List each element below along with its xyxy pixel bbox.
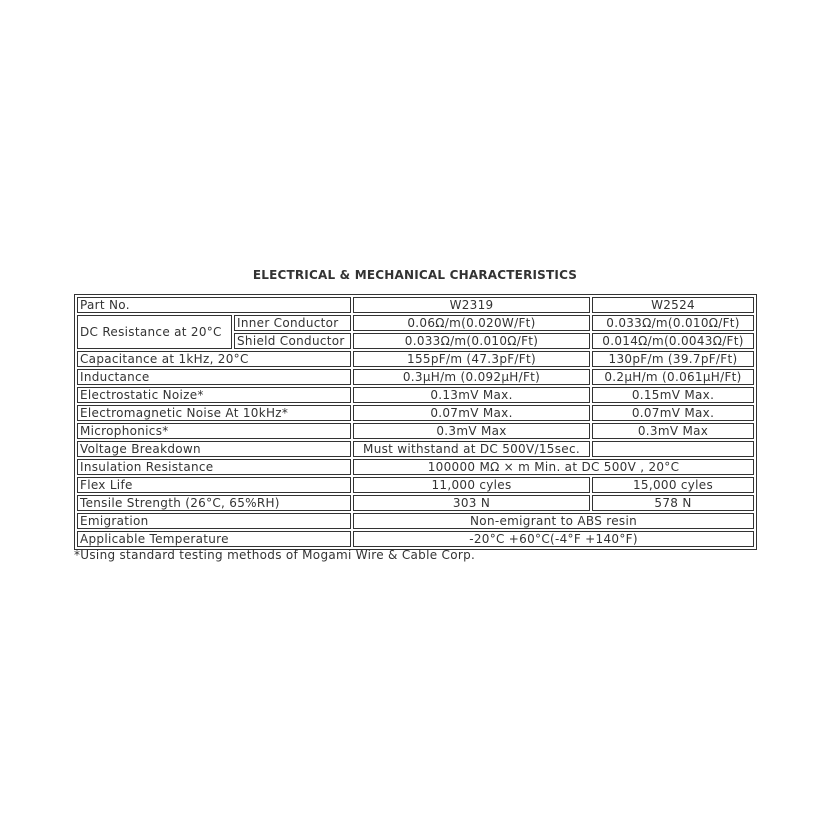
sub-label: Shield Conductor <box>234 333 351 349</box>
value-w2319: 303 N <box>353 495 590 511</box>
table-row <box>77 459 754 475</box>
row-label: Part No. <box>77 297 351 313</box>
row-label: Microphonics* <box>77 423 351 439</box>
table-row <box>77 423 754 439</box>
value-w2524: 0.033Ω/m(0.010Ω/Ft) <box>592 315 754 331</box>
value-w2524: 578 N <box>592 495 754 511</box>
value-shared: 100000 MΩ × m Min. at DC 500V , 20°C <box>353 459 754 475</box>
value-w2524: 0.07mV Max. <box>592 405 754 421</box>
characteristics-table <box>74 294 757 550</box>
table-row <box>77 405 754 421</box>
value-w2319: 0.06Ω/m(0.020W/Ft) <box>353 315 590 331</box>
row-label: Tensile Strength (26°C, 65%RH) <box>77 495 351 511</box>
table-row <box>77 351 754 367</box>
row-label: Flex Life <box>77 477 351 493</box>
value-shared: -20°C +60°C(-4°F +140°F) <box>353 531 754 547</box>
value-w2319: 0.3μH/m (0.092μH/Ft) <box>353 369 590 385</box>
value-w2524: 130pF/m (39.7pF/Ft) <box>592 351 754 367</box>
table-row <box>77 513 754 529</box>
row-label: Electrostatic Noize* <box>77 387 351 403</box>
value-w2524: 0.014Ω/m(0.0043Ω/Ft) <box>592 333 754 349</box>
value-w2319: 11,000 cyles <box>353 477 590 493</box>
row-label: Electromagnetic Noise At 10kHz* <box>77 405 351 421</box>
row-label: Inductance <box>77 369 351 385</box>
value-w2319: 0.13mV Max. <box>353 387 590 403</box>
row-label: DC Resistance at 20°C <box>77 315 232 349</box>
part-no-w2319: W2319 <box>353 297 590 313</box>
value-w2319: 155pF/m (47.3pF/Ft) <box>353 351 590 367</box>
part-no-w2524: W2524 <box>592 297 754 313</box>
table-row <box>77 495 754 511</box>
value-w2524 <box>592 441 754 457</box>
value-w2319: 0.033Ω/m(0.010Ω/Ft) <box>353 333 590 349</box>
row-label: Emigration <box>77 513 351 529</box>
value-w2524: 0.15mV Max. <box>592 387 754 403</box>
table-row <box>77 387 754 403</box>
table-row <box>77 441 754 457</box>
value-w2524: 0.2μH/m (0.061μH/Ft) <box>592 369 754 385</box>
value-w2319: 0.07mV Max. <box>353 405 590 421</box>
sub-label: Inner Conductor <box>234 315 351 331</box>
row-label: Capacitance at 1kHz, 20°C <box>77 351 351 367</box>
value-w2319: 0.3mV Max <box>353 423 590 439</box>
value-w2524: 15,000 cyles <box>592 477 754 493</box>
table-row <box>77 531 754 547</box>
table-row <box>77 297 754 313</box>
row-label: Voltage Breakdown <box>77 441 351 457</box>
value-shared: Non-emigrant to ABS resin <box>353 513 754 529</box>
table-row <box>77 369 754 385</box>
table-row <box>77 477 754 493</box>
table-title: ELECTRICAL & MECHANICAL CHARACTERISTICS <box>252 268 578 282</box>
row-label: Insulation Resistance <box>77 459 351 475</box>
row-label: Applicable Temperature <box>77 531 351 547</box>
footnote: *Using standard testing methods of Mogami Wire & Cable Corp. <box>74 548 476 562</box>
value-w2319: Must withstand at DC 500V/15sec. <box>353 441 590 457</box>
value-w2524: 0.3mV Max <box>592 423 754 439</box>
table-row <box>77 315 754 331</box>
